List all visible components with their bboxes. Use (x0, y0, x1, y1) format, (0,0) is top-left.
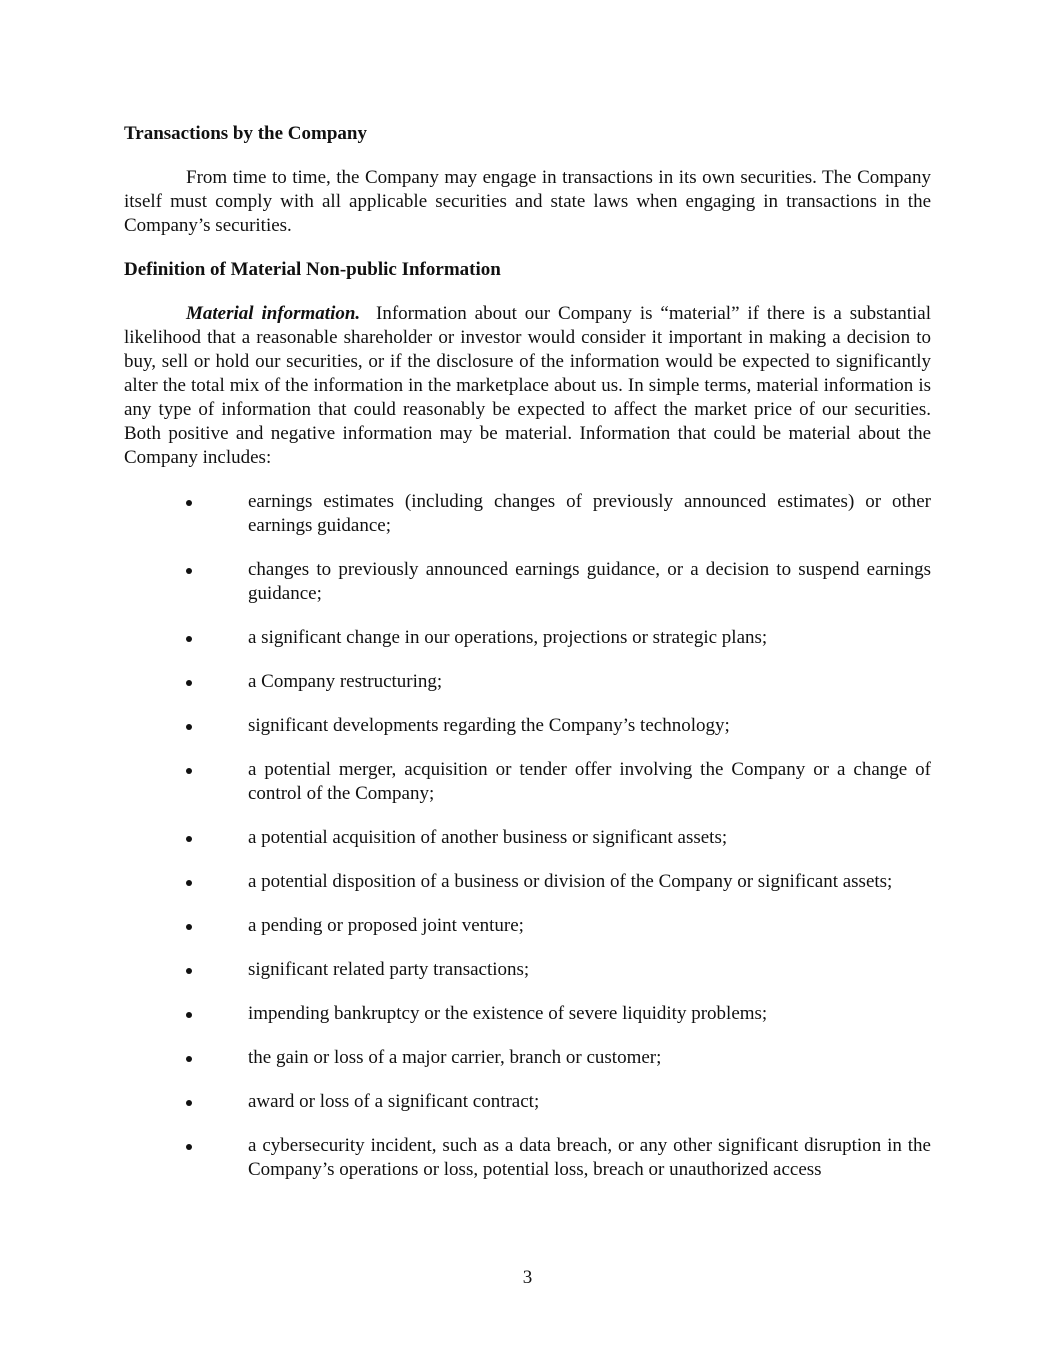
material-information-body: Information about our Company is “material” if there is a substantial likelihood that a reasonable shareholder or investor would consider it important in making a decision to buy, sell or hold our securities, or if the disclosure of the information would be expected to significantly alter the total mix of the information in the marketplace about us. In simple terms, material information is any type of information that could reasonably be expected to affect the market price of our securities. Both positive and negative information may be material. Information that could be material about the Company includes: (124, 303, 931, 468)
bullet-icon (186, 1012, 192, 1018)
list-item: a potential disposition of a business or division of the Company or significant assets; (124, 870, 931, 894)
list-item: earnings estimates (including changes of previously announced estimates) or other earnings guidance; (124, 490, 931, 538)
list-item: significant developments regarding the Company’s technology; (124, 714, 931, 738)
bullet-icon (186, 1144, 192, 1150)
bullet-icon (186, 636, 192, 642)
bullet-icon (186, 724, 192, 730)
list-item: a Company restructuring; (124, 670, 931, 694)
document-page (124, 122, 931, 1182)
list-item: a potential acquisition of another business or significant assets; (124, 826, 931, 850)
bullet-icon (186, 836, 192, 842)
bullet-icon (186, 768, 192, 774)
section-heading-definition: Definition of Material Non-public Information (124, 259, 501, 280)
list-item: a cybersecurity incident, such as a data breach, or any other significant disruption in the Company’s operations or loss, potential loss, breach or unauthorized access (124, 1134, 931, 1182)
bullet-icon (186, 968, 192, 974)
material-info-list (124, 490, 931, 1182)
material-information-lead: Material information. (186, 303, 361, 324)
list-item: a potential merger, acquisition or tender offer involving the Company or a change of control of the Company; (124, 758, 931, 806)
list-item: a pending or proposed joint venture; (124, 914, 931, 938)
section-heading-transactions: Transactions by the Company (124, 123, 367, 144)
paragraph-transactions: From time to time, the Company may engage in transactions in its own securities. The Company itself must comply with all applicable securities and state laws when engaging in transactions in the Company’s securities. (124, 167, 931, 236)
bullet-icon (186, 1056, 192, 1062)
list-item: changes to previously announced earnings guidance, or a decision to suspend earnings guidance; (124, 558, 931, 606)
page-number: 3 (522, 1267, 533, 1288)
list-item: impending bankruptcy or the existence of severe liquidity problems; (124, 1002, 931, 1026)
bullet-icon (186, 568, 192, 574)
bullet-icon (186, 1100, 192, 1106)
paragraph-material-information (124, 302, 931, 470)
bullet-icon (186, 500, 192, 506)
list-item: the gain or loss of a major carrier, branch or customer; (124, 1046, 931, 1070)
bullet-icon (186, 680, 192, 686)
bullet-icon (186, 924, 192, 930)
list-item: significant related party transactions; (124, 958, 931, 982)
list-item: award or loss of a significant contract; (124, 1090, 931, 1114)
bullet-icon (186, 880, 192, 886)
list-item: a significant change in our operations, projections or strategic plans; (124, 626, 931, 650)
